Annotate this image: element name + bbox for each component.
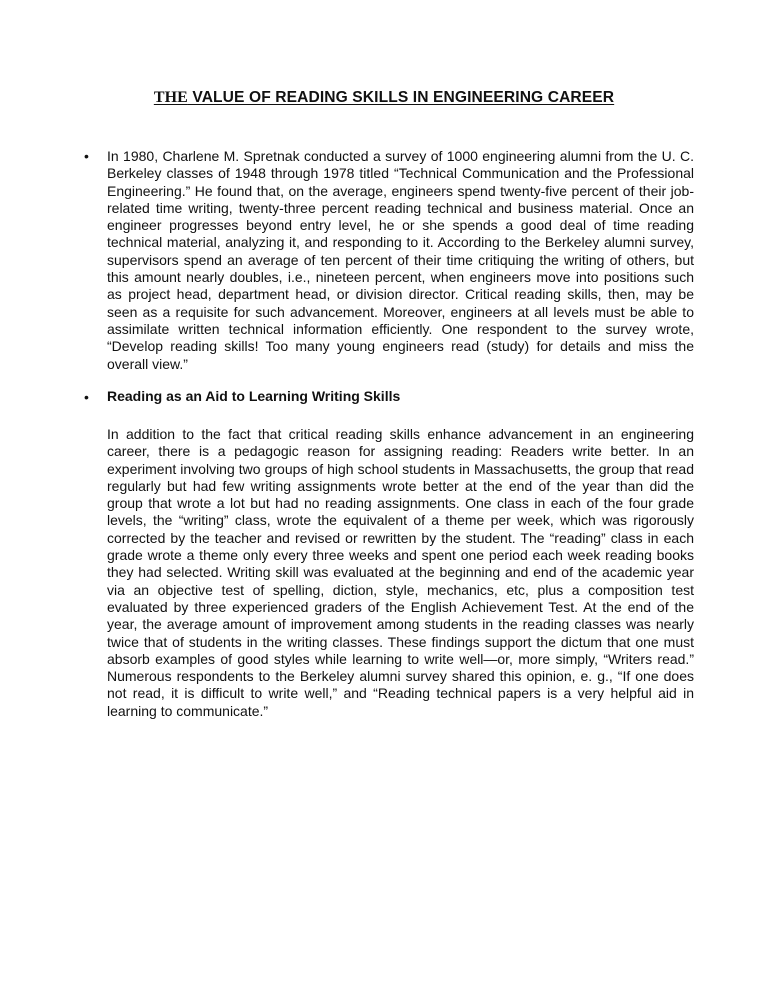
bullet-icon: • — [84, 389, 89, 405]
title-lead-word: THE — [153, 89, 188, 106]
paragraph-reading-aid: In addition to the fact that critical reading skills enhance advancement in an engineering career, there is a pedagogic reason for assigning reading: Readers write better. In an experiment involving two groups of high school students in Massachusetts, the group that read regularly but had few writing assignments wrote better at the end of the year than did the group that wrote a lot but had no reading assignments. One class in each of the four grade levels, the “writing” class, wrote the equivalent of a theme per week, which was rigorously corrected by the teacher and revised or rewritten by the student. The “reading” class in each grade wrote a theme only every three weeks and spent one period each week reading books they had selected. Writing skill was evaluated at the beginning and end of the academic year via an objective test of spelling, diction, style, mechanics, etc, plus a composition test evaluated by three experienced graders of the English Achievement Test. At the end of the year, the average amount of improvement among students in the reading classes was nearly twice that of students in the writing classes. These findings support the dictum that one must absorb examples of good styles while learning to write well—or, more simply, “Writers read.” Numerous respondents to the Berkeley alumni survey shared this opinion, e. g., “If one does not read, it is difficult to write well,” and “Reading technical papers is a very helpful aid in learning to communicate.” — [107, 426, 694, 719]
title-text: VALUE OF READING SKILLS IN ENGINEERING CAREER — [187, 89, 615, 106]
section-heading: Reading as an Aid to Learning Writing Skills — [107, 388, 401, 404]
document-title — [0, 89, 768, 107]
paragraph-survey: In 1980, Charlene M. Spretnak conducted a survey of 1000 engineering alumni from the U. C. Berkeley classes of 1948 through 1978 titled “Technical Communication and the Professional Engineering.” He found that, on the average, engineers spend twenty-five percent of their job-related time writing, twenty-three percent reading technical and business material. Once an engineer progresses beyond entry level, he or she spends a good deal of time reading technical material, analyzing it, and responding to it. According to the Berkeley alumni survey, supervisors spend an average of ten percent of their time critiquing the writing of others, but this amount nearly doubles, i.e., nineteen percent, when engineers move into positions such as project head, department head, or division director. Critical reading skills, then, may be seen as a requisite for such advancement. Moreover, engineers at all levels must be able to assimilate written technical information efficiently. One respondent to the survey wrote, “Develop reading skills! Too many young engineers read (study) for details and miss the overall view.” — [107, 148, 694, 372]
bullet-icon: • — [84, 148, 89, 164]
